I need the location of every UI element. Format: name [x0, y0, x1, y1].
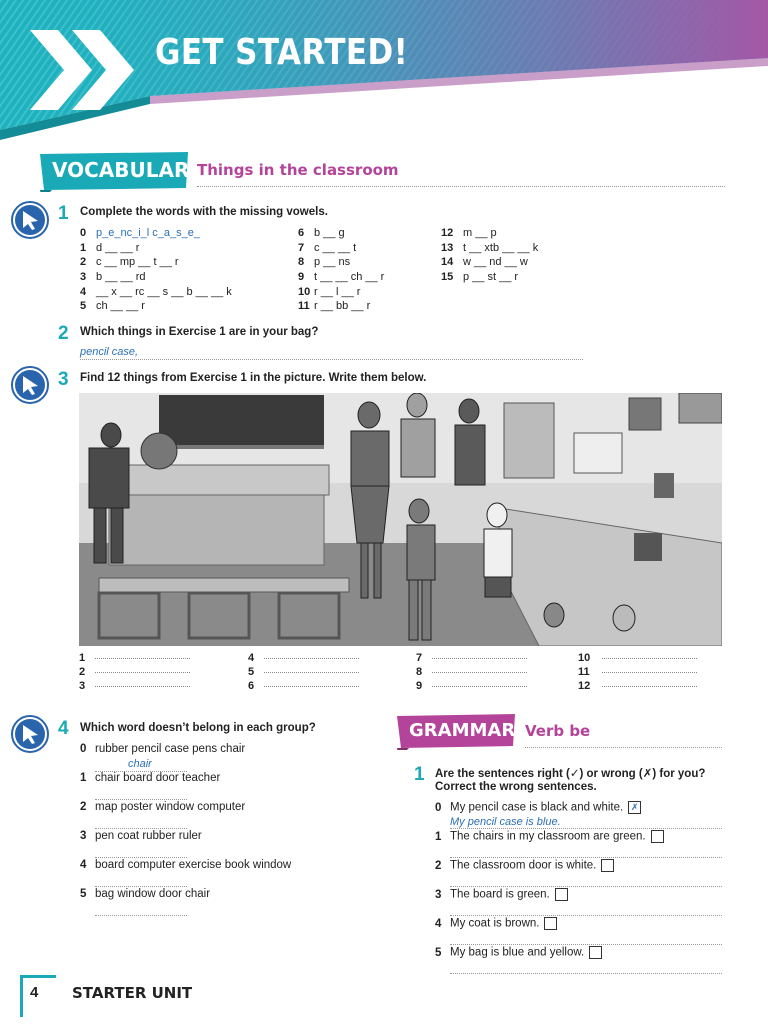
ex4-answer-line[interactable]	[95, 799, 187, 800]
word-item: 8 p __ ns	[298, 256, 351, 269]
grammar-item: 2 The classroom door is white.	[435, 859, 614, 872]
word-item: 1 d __ __ r	[80, 241, 140, 254]
ex4-item-0-answer: chair	[128, 758, 152, 770]
word-item: 10 r __ l __ r	[298, 285, 361, 298]
footer-bar-top	[20, 975, 56, 978]
page-title: GET STARTED!	[155, 32, 409, 73]
word-item: 3 b __ __ rd	[80, 271, 146, 284]
answer-row: 12	[578, 679, 697, 693]
cursor-icon	[10, 365, 50, 410]
grammar-label: GRAMMAR	[409, 720, 516, 741]
ex4-item: 4 board computer exercise book window	[80, 859, 292, 871]
grammar-answer-line[interactable]	[450, 915, 722, 916]
vocab-ex1-column-1	[80, 226, 232, 314]
ex4-answer-line[interactable]	[95, 915, 187, 916]
answer-checkbox[interactable]	[555, 888, 568, 901]
poster	[574, 433, 622, 473]
grammar-subtitle: Verb be	[525, 722, 591, 740]
answer-row: 7	[416, 651, 527, 665]
vocabulary-label: VOCABULARY	[52, 158, 203, 182]
grammar-ex1-number: 1	[414, 764, 425, 785]
answer-row: 1	[79, 651, 190, 665]
vocab-ex1-instruction: Complete the words with the missing vowels.	[80, 206, 328, 218]
ex4-item: 5 bag window door chair	[80, 888, 211, 900]
answer-checkbox[interactable]: ✗	[628, 801, 641, 814]
header-banner	[0, 0, 768, 150]
answer-row: 11	[578, 665, 697, 679]
vocab-ex3-instruction: Find 12 things from Exercise 1 in the picture. Write them below.	[80, 372, 427, 384]
grammar-answer-line[interactable]	[450, 973, 722, 974]
classroom-illustration	[79, 393, 722, 646]
answer-checkbox[interactable]	[544, 917, 557, 930]
answer-checkbox[interactable]	[589, 946, 602, 959]
window	[504, 403, 554, 478]
grammar-ex1-instruction-2: Correct the wrong sentences.	[435, 781, 597, 793]
ex3-answers-col2	[248, 651, 359, 693]
vocab-ex3-number: 3	[58, 369, 69, 390]
grammar-section-tag	[397, 714, 527, 747]
footer-bar	[20, 975, 23, 1017]
ex4-item: 2 map poster window computer	[80, 801, 246, 813]
answer-checkbox[interactable]	[651, 830, 664, 843]
word-item: 9 t __ __ ch __ r	[298, 271, 385, 284]
answer-row: 8	[416, 665, 527, 679]
ex3-answers-col4	[578, 651, 697, 693]
answer-row: 9	[416, 679, 527, 693]
vocab-ex1-number: 1	[58, 203, 69, 224]
word-item: 2 c __ mp __ t __ r	[80, 256, 179, 269]
answer-row: 10	[578, 651, 697, 665]
grammar-answer-line[interactable]	[450, 886, 722, 887]
grammar-item: 4 My coat is brown.	[435, 917, 557, 930]
answer-row: 2	[79, 665, 190, 679]
ex4-answer-line[interactable]	[95, 828, 187, 829]
grammar-answer-line[interactable]	[450, 857, 722, 858]
word-item: 15 p __ st __ r	[441, 271, 519, 284]
grammar-answer-line[interactable]	[450, 944, 722, 945]
word-item: 12 m __ p	[441, 227, 497, 239]
vocab-ex4-number: 4	[58, 718, 69, 739]
answer-row: 5	[248, 665, 359, 679]
answer-row: 4	[248, 651, 359, 665]
grammar-item: 3 The board is green.	[435, 888, 568, 901]
vocab-ex2-answer: pencil case,	[80, 346, 139, 358]
vocab-ex2-instruction: Which things in Exercise 1 are in your bag?	[80, 326, 319, 338]
vocab-ex2-number: 2	[58, 323, 69, 344]
page-number: 4	[30, 984, 39, 1001]
ex3-answers-col3	[416, 651, 527, 693]
word-item: 7 c __ __ t	[298, 241, 357, 254]
vocab-ex1-column-2	[298, 226, 384, 314]
word-item: 14 w __ nd __ w	[441, 256, 528, 269]
answer-row: 6	[248, 679, 359, 693]
ex4-item: 3 pen coat rubber ruler	[80, 830, 202, 842]
word-item: 13 t __ xtb __ __ k	[441, 241, 539, 254]
cursor-icon	[10, 200, 50, 245]
grammar-item-0-answer: My pencil case is blue.	[450, 816, 561, 828]
word-item: 6 b __ g	[298, 227, 345, 239]
vocabulary-subtitle: Things in the classroom	[197, 161, 399, 179]
grammar-rule	[525, 747, 722, 748]
globe	[141, 433, 177, 469]
ex3-answers-col1	[79, 651, 190, 693]
grammar-item: 1 The chairs in my classroom are green.	[435, 830, 664, 843]
answer-row: 3	[79, 679, 190, 693]
cursor-icon	[10, 714, 50, 759]
grammar-answer-line[interactable]	[450, 828, 722, 829]
grammar-item: 5 My bag is blue and yellow.	[435, 946, 602, 959]
word-item: 5 ch __ __ r	[80, 300, 145, 313]
vocabulary-rule	[197, 186, 725, 187]
ex4-item: 1 chair board door teacher	[80, 772, 221, 784]
vocab-ex4-instruction: Which word doesn’t belong in each group?	[80, 722, 316, 734]
ex4-item: 0 rubber pencil case pens chair	[80, 743, 246, 755]
grammar-ex1-instruction-1: Are the sentences right (✓) or wrong (✗) for you?	[435, 768, 706, 780]
vocab-ex1-column-3	[441, 226, 538, 285]
grammar-item: 0 My pencil case is black and white. ✗	[435, 801, 641, 814]
word-item: 4 __ x __ rc __ s __ b __ __ k	[80, 285, 232, 298]
blackboard	[159, 395, 324, 447]
answer-checkbox[interactable]	[601, 859, 614, 872]
ex4-answer-line[interactable]	[95, 857, 187, 858]
vocab-ex2-answer-line[interactable]	[80, 359, 583, 360]
vocabulary-section-tag	[40, 152, 215, 188]
word-item: 11 r __ bb __ r	[298, 300, 371, 313]
word-item: 0 p_e_nc_i_l c_a_s_e_	[80, 227, 200, 239]
ex4-answer-line[interactable]	[95, 886, 187, 887]
unit-label: STARTER UNIT	[72, 984, 193, 1002]
